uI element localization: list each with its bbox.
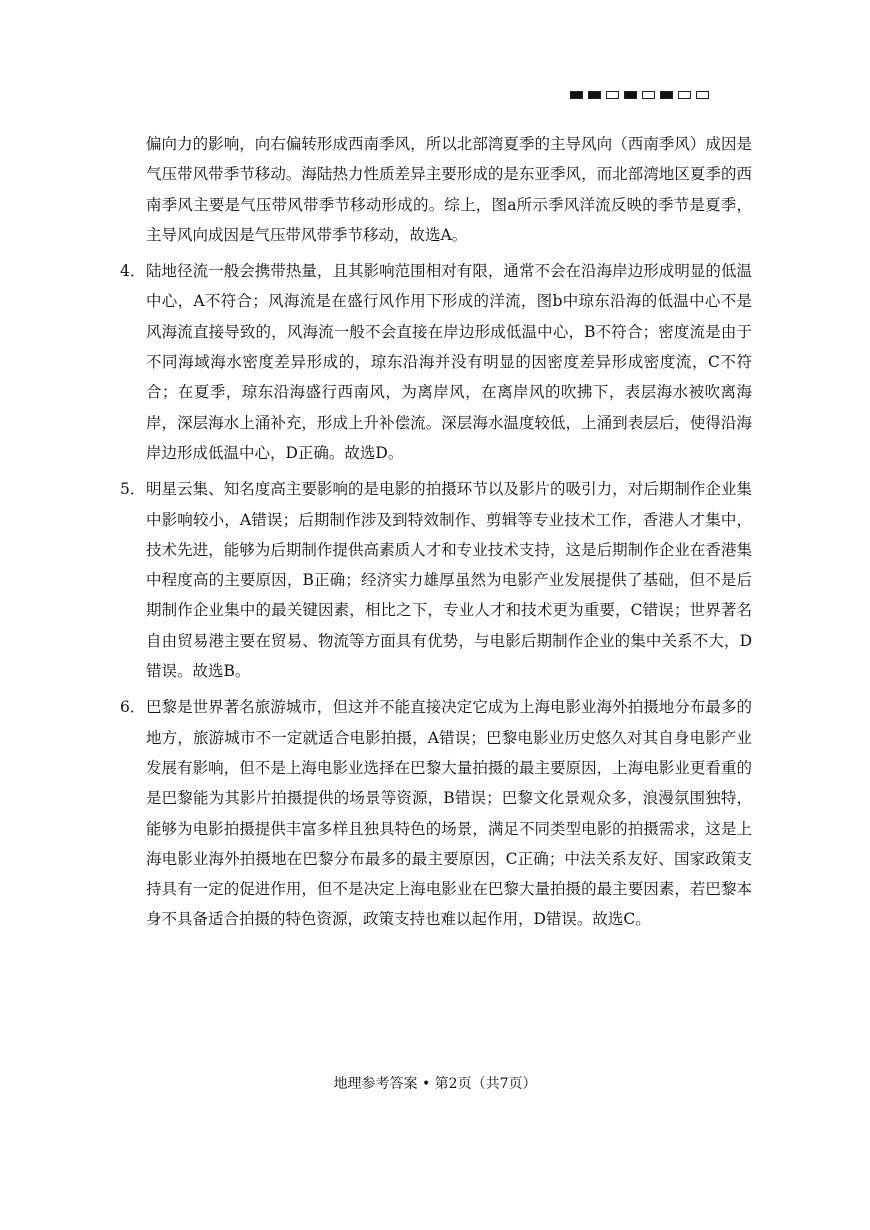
answer-item-6 xyxy=(116,692,752,934)
answer-content xyxy=(116,129,752,935)
header-mark xyxy=(624,91,637,99)
header-mark xyxy=(660,91,673,99)
answer-item-4 xyxy=(116,256,752,468)
header-mark xyxy=(570,91,583,99)
header-mark xyxy=(642,91,655,99)
page-header-marks xyxy=(570,91,709,99)
continued-answer-paragraph: 偏向力的影响，向右偏转形成西南季风，所以北部湾夏季的主导风向（西南季风）成因是气压带风带季节移动。海陆热力性质差异主要形成的是东亚季风，而北部湾地区夏季的西南季风主要是气压带风带季节移动形成的。综上，图a所示季风洋流反映的季节是夏季，主导风向成因是气压带风带季节移动，故选A。 xyxy=(146,135,752,244)
header-mark xyxy=(588,91,601,99)
answer-number: 6． xyxy=(120,698,146,717)
page-footer: 地理参考答案 • 第2页（共7页） xyxy=(333,1076,537,1092)
answer-number: 5． xyxy=(120,480,146,499)
answer-text: 明星云集、知名度高主要影响的是电影的拍摄环节以及影片的吸引力，对后期制作企业集中影响较小，A错误；后期制作涉及到特效制作、剪辑等专业技术工作，香港人才集中，技术先进，能够为后期制作提供高素质人才和专业技术支持，这是后期制作企业在香港集中程度高的主要原因，B正确；经济实力雄厚虽然为电影产业发展提供了基础，但不是后期制作企业集中的最关键因素，相比之下，专业人才和技术更为重要，C错误；世界著名自由贸易港主要在贸易、物流等方面具有优势，与电影后期制作企业的集中关系不大，D错误。故选B。 xyxy=(146,480,752,681)
answer-number: 4． xyxy=(120,262,146,281)
header-mark xyxy=(696,91,709,99)
answer-item-5 xyxy=(116,474,752,686)
answer-text: 陆地径流一般会携带热量，且其影响范围相对有限，通常不会在沿海岸边形成明显的低温中心，A不符合；风海流是在盛行风作用下形成的洋流，图b中琼东沿海的低温中心不是风海流直接导致的，风海流一般不会直接在岸边形成低温中心，B不符合；密度流是由于不同海域海水密度差异形成的，琼东沿海并没有明显的因密度差异形成密度流，C不符合；在夏季，琼东沿海盛行西南风，为离岸风，在离岸风的吹拂下，表层海水被吹离海岸，深层海水上涌补充，形成上升补偿流。深层海水温度较低，上涌到表层后，使得沿海岸边形成低温中心，D正确。故选D。 xyxy=(146,262,752,462)
header-mark xyxy=(678,91,691,99)
header-mark xyxy=(606,91,619,99)
answer-text: 巴黎是世界著名旅游城市，但这并不能直接决定它成为上海电影业海外拍摄地分布最多的地方，旅游城市不一定就适合电影拍摄，A错误；巴黎电影业历史悠久对其自身电影产业发展有影响，但不是上海电影业选择在巴黎大量拍摄的最主要原因，上海电影业更看重的是巴黎能为其影片拍摄提供的场景等资源，B错误；巴黎文化景观众多，浪漫氛围独特，能够为电影拍摄提供丰富多样且独具特色的场景，满足不同类型电影的拍摄需求，这是上海电影业海外拍摄地在巴黎分布最多的最主要原因，C正确；中法关系友好、国家政策支持具有一定的促进作用，但不是决定上海电影业在巴黎大量拍摄的最主要因素，若巴黎本身不具备适合拍摄的特色资源，政策支持也难以起作用，D错误。故选C。 xyxy=(146,698,752,929)
